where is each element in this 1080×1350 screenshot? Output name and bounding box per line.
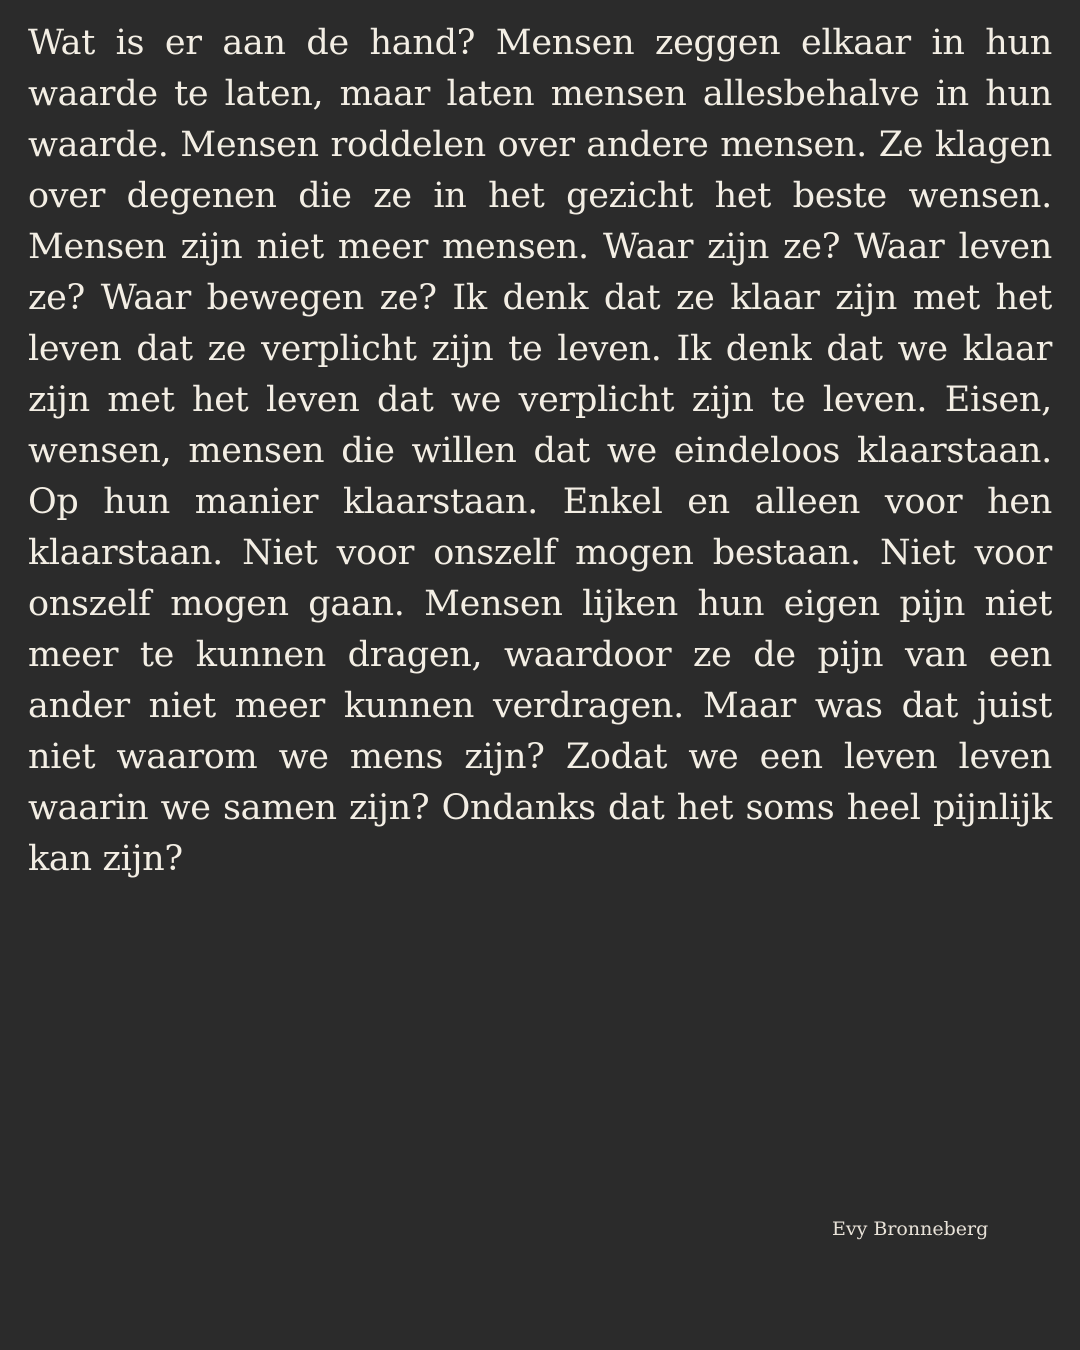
poem-text: Wat is er aan de hand? Mensen zeggen elkaar in hun waarde te laten, maar laten mensen allesbehalve in hun waarde. Mensen roddelen over andere mensen. Ze klagen over degenen die ze in het gezicht het beste wensen. Mensen zijn niet meer mensen. Waar zijn ze? Waar leven ze? Waar bewegen ze? Ik denk dat ze klaar zijn met het leven dat ze verplicht zijn te leven. Ik denk dat we klaar zijn met het leven dat we verplicht zijn te leven. Eisen, wensen, mensen die willen dat we eindeloos klaarstaan. Op hun manier klaarstaan. Enkel en alleen voor hen klaarstaan. Niet voor onszelf mogen bestaan. Niet voor onszelf mogen gaan. Mensen lijken hun eigen pijn niet meer te kunnen dragen, waardoor ze de pijn van een ander niet meer kunnen verdragen. Maar was dat juist niet waarom we mens zijn? Zodat we een leven leven waarin we samen zijn? Ondanks dat het soms heel pijnlijk kan zijn? (28, 23, 1052, 879)
author-signature: Evy Bronneberg (832, 1218, 989, 1240)
